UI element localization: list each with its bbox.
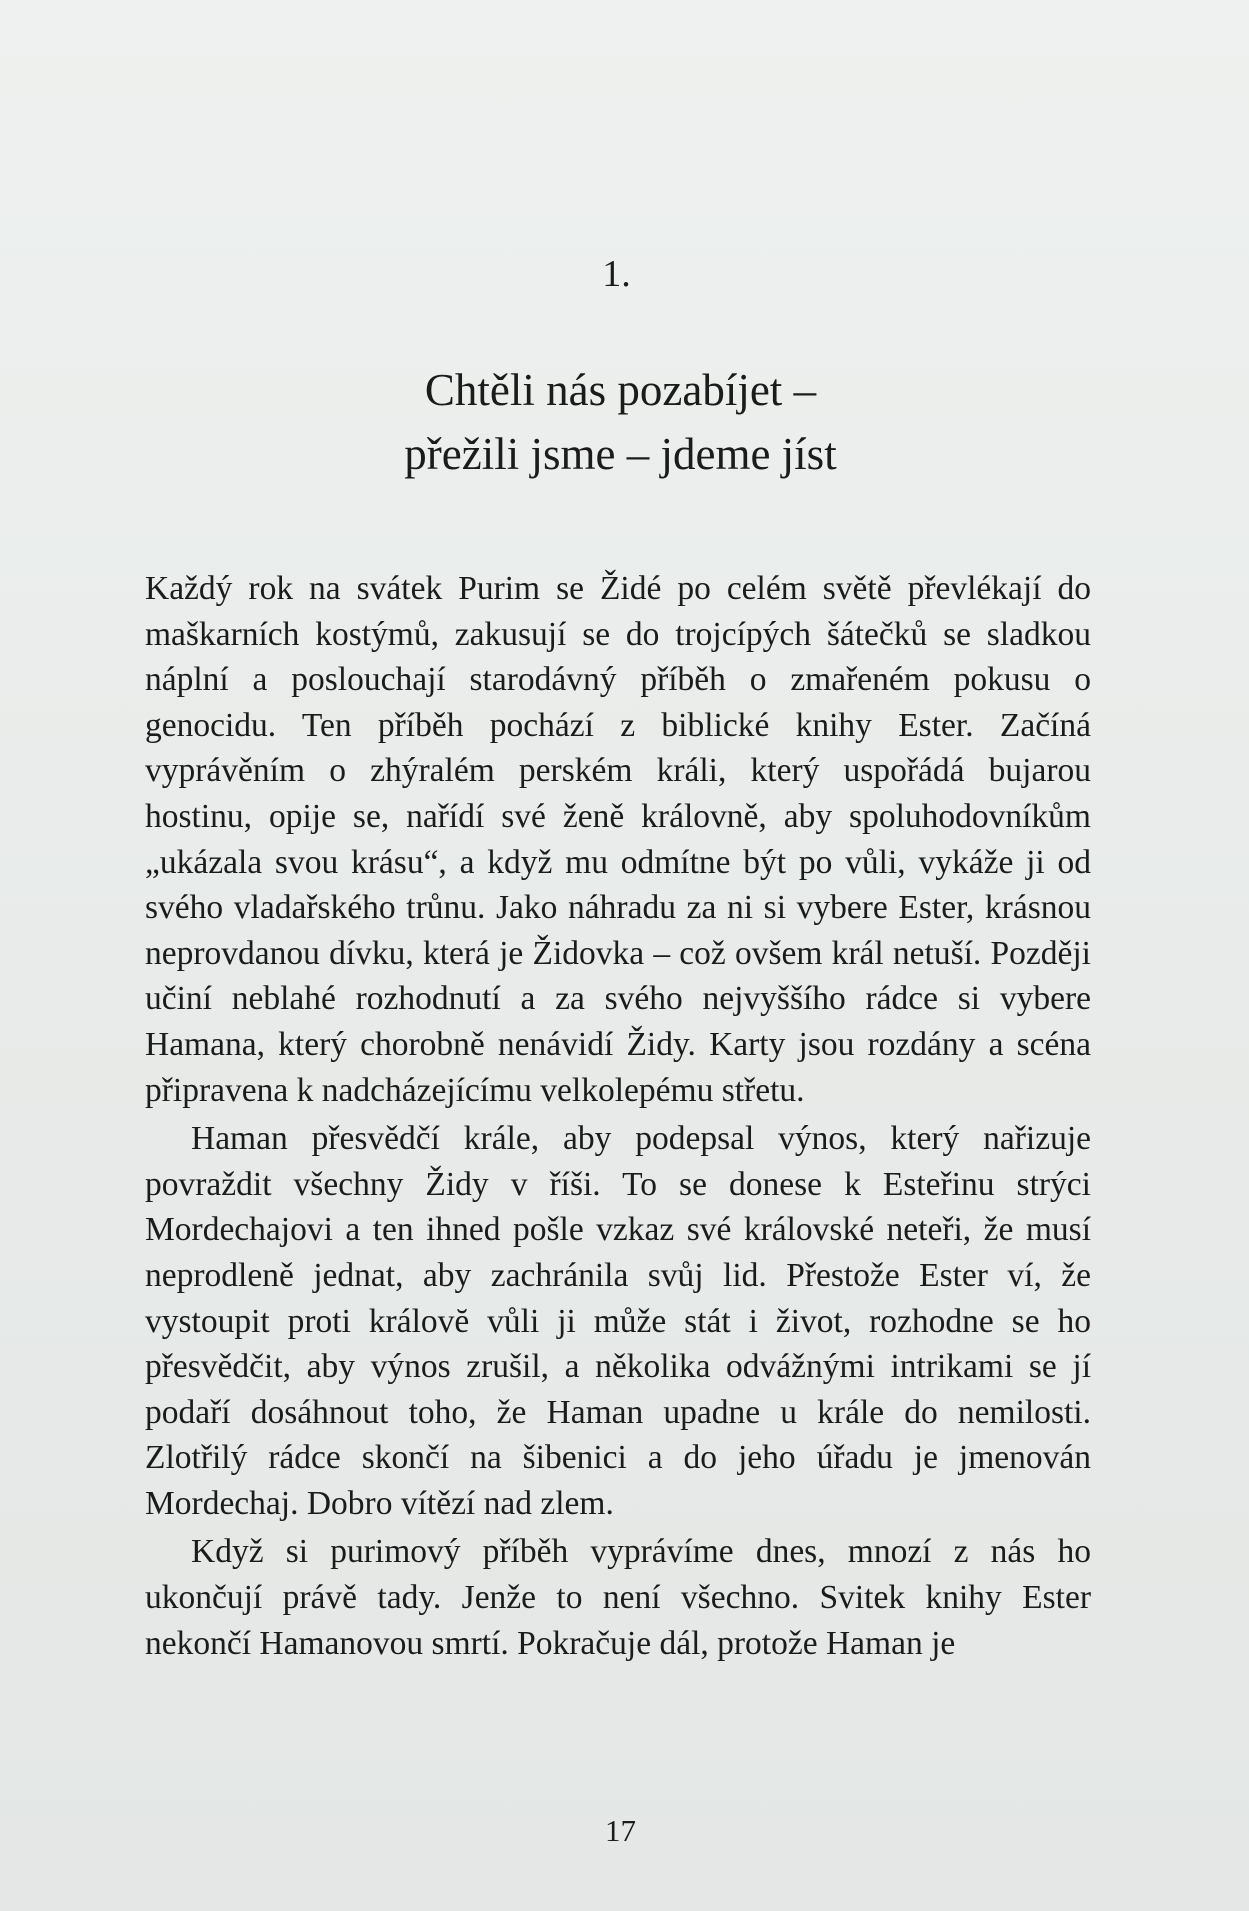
chapter-title-line-1: Chtěli nás pozabíjet – bbox=[424, 365, 817, 415]
chapter-title bbox=[0, 358, 1249, 486]
paragraph-2: Haman přesvědčí krále, aby podepsal výnos, který nařizuje povraždit všechny Židy v říši. To se donese k Esteřinu strýci Mordechajovi a ten ihned pošle vzkaz své královské neteři, že musí neprodleně jednat, aby zachránila svůj lid. Přestože Ester ví, že vystoupit proti královĕ vůli ji může stát i život, rozhodne se ho přesvědčit, aby výnos zrušil, a několika odvážnými intrikami se jí podaří dosáhnout toho, že Haman upadne u krále do nemilosti. Zlotřilý rádce skončí na šibenici a do jeho úřadu je jmenován Mordechaj. Dobro vítězí nad zlem. bbox=[145, 1120, 1091, 1522]
paragraph-1: Každý rok na svátek Purim se Židé po celém světě převlékají do maškarních kostýmů, zakusují se do trojcípých šátečků se sladkou náplní a poslouchají starodávný příběh o zmařeném pokusu o genocidu. Ten příběh pochází z biblické knihy Ester. Začíná vyprávěním o zhýralém perském králi, který uspořádá bujarou hostinu, opije se, nařídí své ženě královně, aby spoluhodovníkům „ukázala svou krásu“, a když mu odmítne být po vůli, vykáže ji od svého vladařského trůnu. Jako náhradu za ni si vybere Ester, krásnou neprovdanou dívku, která je Židovka – což ovšem král netuší. Později učiní neblahé rozhodnutí a za svého nejvyššího rádce si vybere Hamana, který chorobně nenávidí Židy. Karty jsou rozdány a scéna připravena k nadcházejícímu velkolepému střetu. bbox=[145, 570, 1091, 1109]
page-number: 17 bbox=[605, 1813, 636, 1848]
chapter-title-line-2: přežili jsme – jdeme jíst bbox=[404, 429, 837, 479]
paragraph-3: Když si purimový příběh vyprávíme dnes, mnozí z nás ho ukončují právě tady. Jenže to není všechno. Svitek knihy Ester nekončí Hamanovou smrtí. Pokračuje dál, protože Haman je bbox=[145, 1533, 1091, 1662]
chapter-number: 1. bbox=[602, 253, 631, 295]
body-text bbox=[145, 566, 1091, 1666]
